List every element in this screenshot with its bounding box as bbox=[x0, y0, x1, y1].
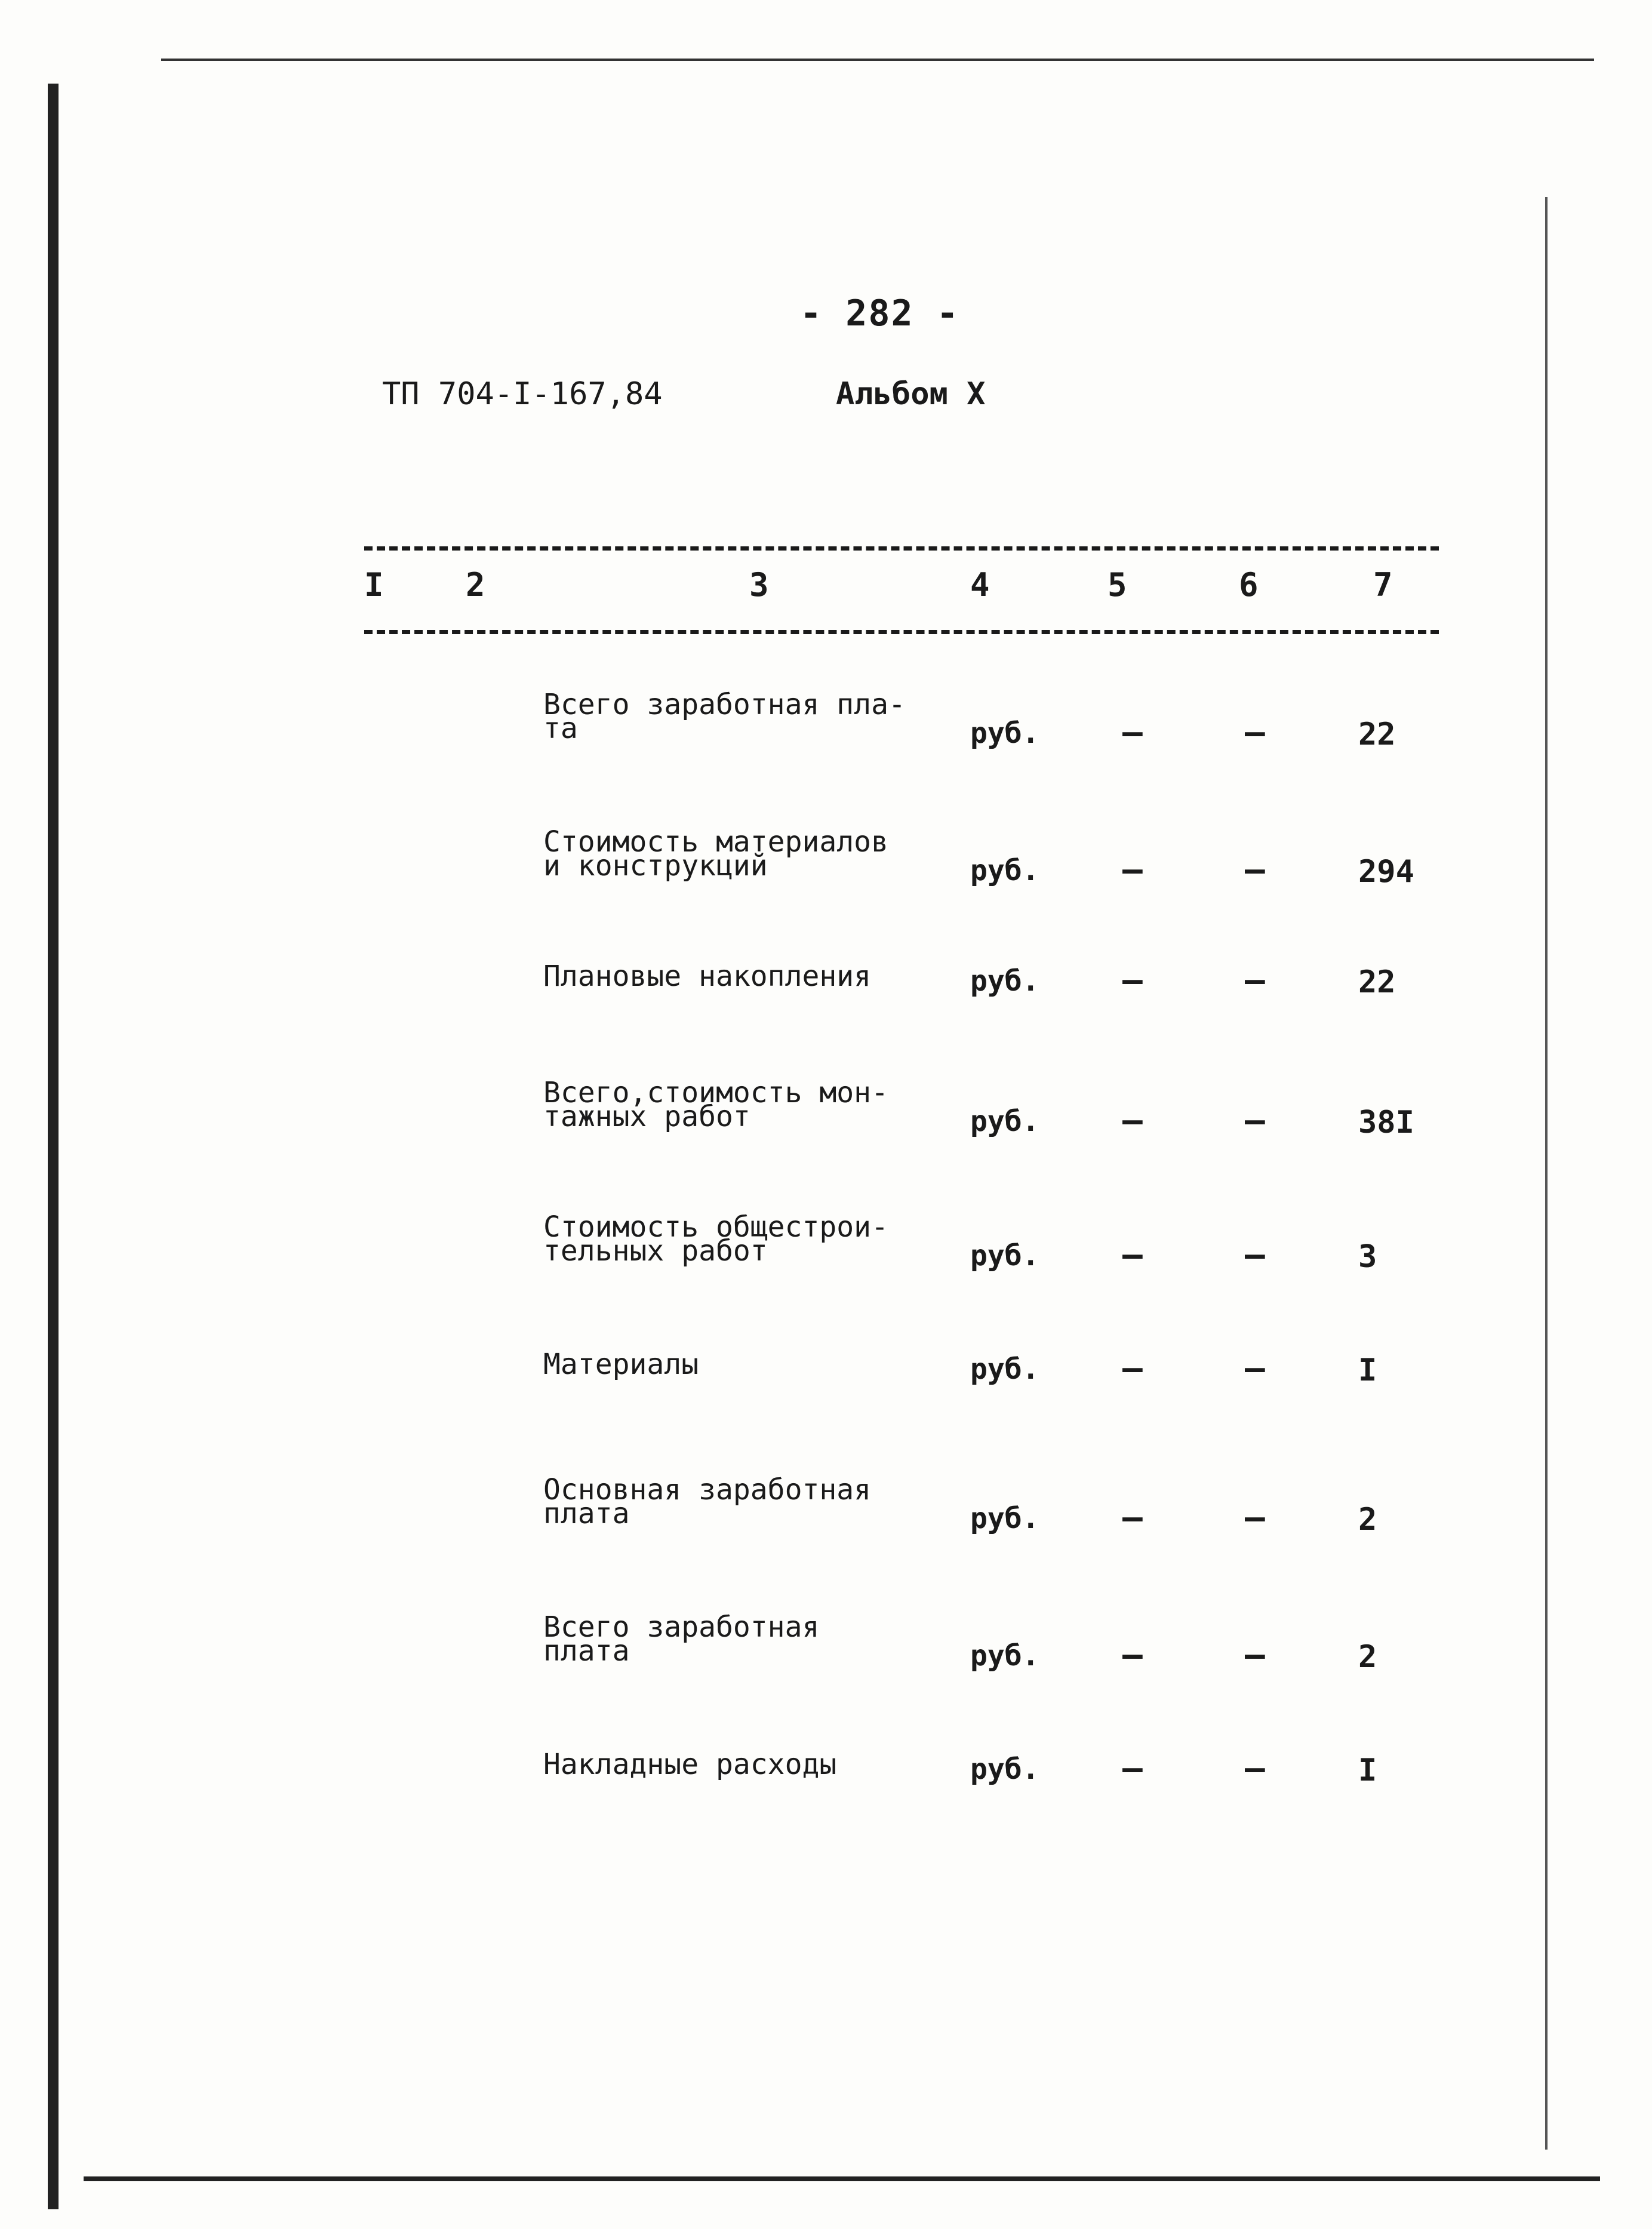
column-header-4: 4 bbox=[970, 566, 990, 604]
row-value: 22 bbox=[1358, 964, 1396, 1000]
row-unit: руб. bbox=[970, 854, 1039, 887]
row-col5: – bbox=[1122, 1498, 1143, 1537]
row-unit: руб. bbox=[970, 717, 1039, 750]
row-value: I bbox=[1358, 1753, 1377, 1788]
row-value: I bbox=[1358, 1352, 1377, 1388]
table-row bbox=[0, 1348, 1652, 1424]
table-row bbox=[0, 960, 1652, 1036]
row-name: Стоимость общестрои- тельных работ bbox=[543, 1210, 888, 1268]
table-top-rule bbox=[364, 546, 1439, 551]
row-name: Всего заработная плата bbox=[543, 1610, 820, 1668]
row-name: Материалы bbox=[543, 1348, 699, 1381]
row-name: Всего,стоимость мон- тажных работ bbox=[543, 1076, 888, 1133]
row-unit: руб. bbox=[970, 1502, 1039, 1535]
column-header-2: 2 bbox=[466, 566, 485, 604]
row-col5: – bbox=[1122, 1349, 1143, 1388]
column-header-5: 5 bbox=[1108, 566, 1127, 604]
row-value: 2 bbox=[1358, 1639, 1377, 1675]
row-col5: – bbox=[1122, 1749, 1143, 1788]
row-name: Всего заработная пла- та bbox=[543, 688, 906, 745]
table-header-rule bbox=[364, 630, 1439, 634]
column-header-6: 6 bbox=[1239, 566, 1259, 604]
table-row bbox=[0, 1076, 1652, 1152]
row-col6: – bbox=[1245, 850, 1265, 889]
row-col6: – bbox=[1245, 961, 1265, 1000]
row-unit: руб. bbox=[970, 1639, 1039, 1672]
table-row bbox=[0, 1210, 1652, 1287]
row-col5: – bbox=[1122, 1635, 1143, 1674]
row-col5: – bbox=[1122, 1235, 1143, 1274]
row-value: 3 bbox=[1358, 1239, 1377, 1275]
row-value: 2 bbox=[1358, 1502, 1377, 1538]
table-row bbox=[0, 825, 1652, 902]
row-col6: – bbox=[1245, 1635, 1265, 1674]
row-col5: – bbox=[1122, 850, 1143, 889]
row-name: Основная заработная плата bbox=[543, 1473, 872, 1530]
row-col6: – bbox=[1245, 1349, 1265, 1388]
row-name: Накладные расходы bbox=[543, 1748, 837, 1781]
table-row bbox=[0, 1473, 1652, 1549]
row-col6: – bbox=[1245, 1101, 1265, 1140]
column-header-3: 3 bbox=[749, 566, 769, 604]
row-name: Плановые накопления bbox=[543, 960, 872, 993]
document-code: ТП 704-I-167,84 bbox=[382, 376, 663, 412]
row-unit: руб. bbox=[970, 1105, 1039, 1138]
row-name: Стоимость материалов и конструкций bbox=[543, 825, 888, 883]
row-col6: – bbox=[1245, 1235, 1265, 1274]
row-unit: руб. bbox=[970, 1239, 1039, 1272]
row-unit: руб. bbox=[970, 964, 1039, 998]
row-col6: – bbox=[1245, 713, 1265, 752]
row-col5: – bbox=[1122, 1101, 1143, 1140]
row-value: 294 bbox=[1358, 854, 1414, 890]
column-header-7: 7 bbox=[1373, 566, 1393, 604]
table-row bbox=[0, 1748, 1652, 1824]
row-unit: руб. bbox=[970, 1753, 1039, 1786]
scan-bottom-edge bbox=[84, 2176, 1600, 2181]
row-col6: – bbox=[1245, 1749, 1265, 1788]
row-col5: – bbox=[1122, 713, 1143, 752]
row-value: 38I bbox=[1358, 1105, 1414, 1140]
row-unit: руб. bbox=[970, 1352, 1039, 1386]
album-label: Альбом X bbox=[836, 376, 986, 412]
row-col5: – bbox=[1122, 961, 1143, 1000]
table-row bbox=[0, 688, 1652, 764]
page-number: - 282 - bbox=[800, 293, 959, 334]
row-col6: – bbox=[1245, 1498, 1265, 1537]
row-value: 22 bbox=[1358, 717, 1396, 752]
table-row bbox=[0, 1610, 1652, 1687]
scan-right-edge bbox=[1545, 197, 1548, 2150]
scan-top-edge bbox=[161, 59, 1594, 61]
column-header-1: I bbox=[364, 566, 384, 604]
